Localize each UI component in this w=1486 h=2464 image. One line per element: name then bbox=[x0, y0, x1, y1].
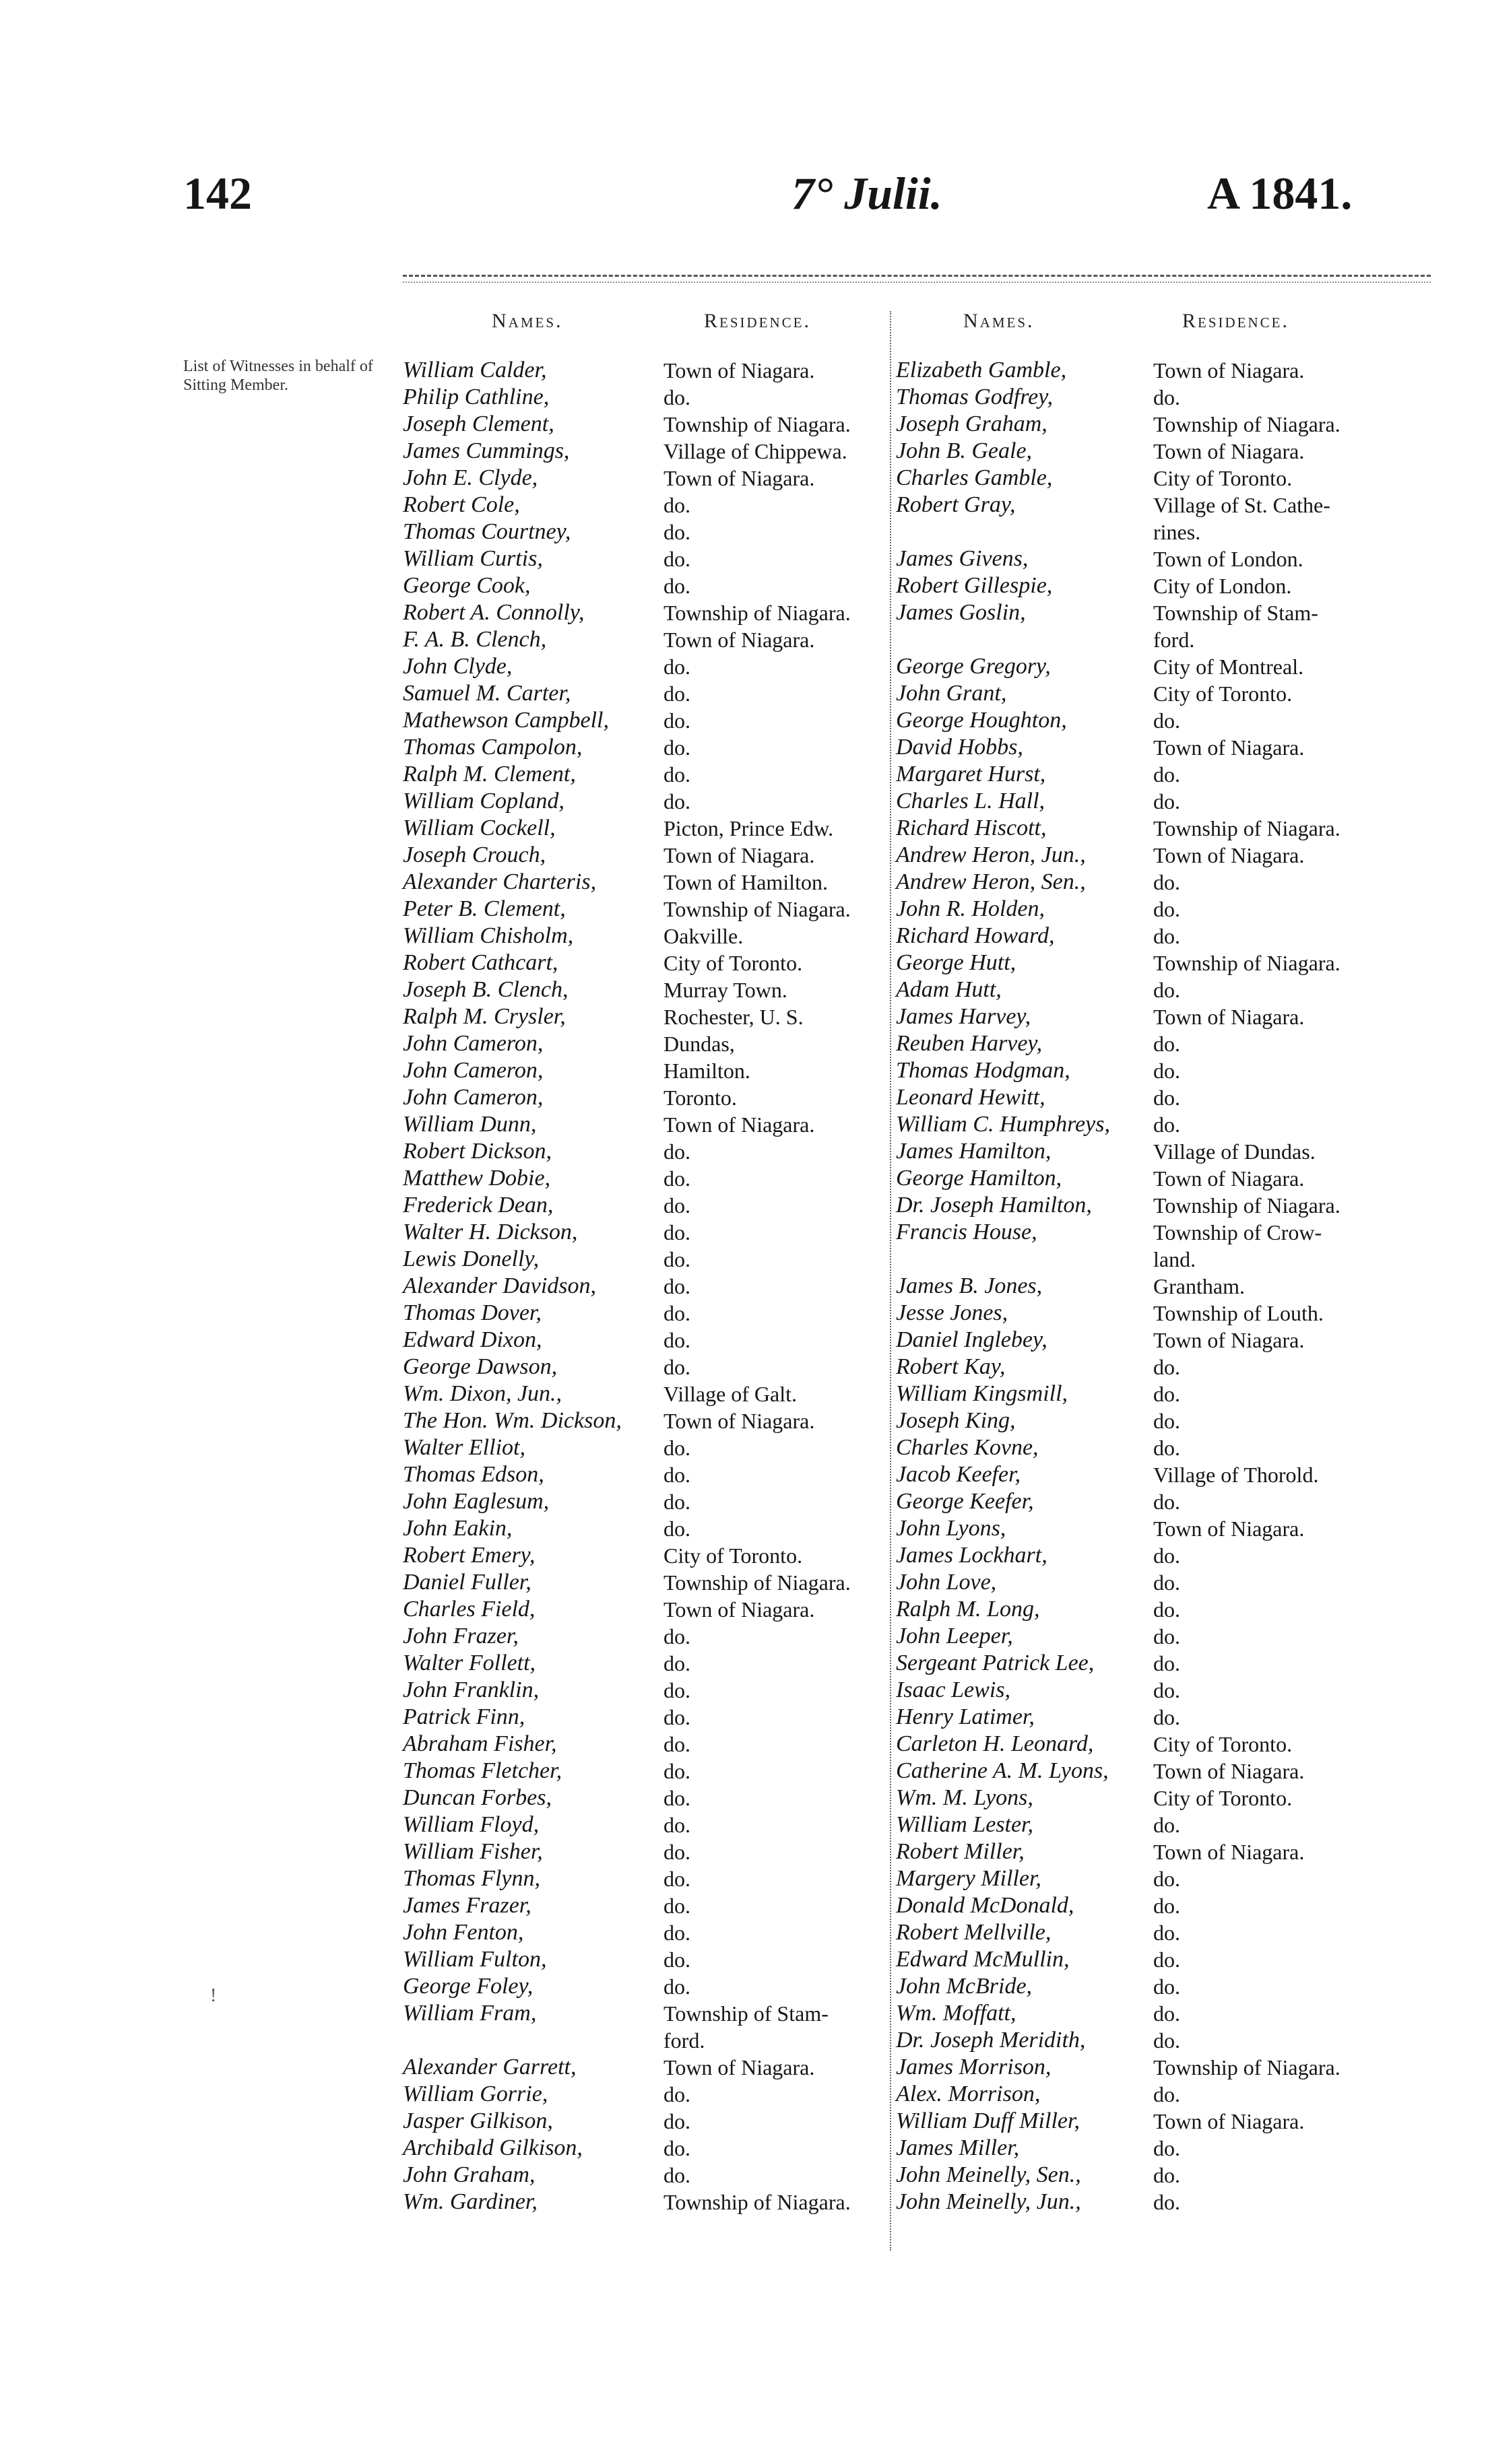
witness-name: David Hobbs, bbox=[896, 735, 1023, 760]
witness-residence: Township of Crow- bbox=[1153, 1220, 1322, 1244]
witness-name: Joseph B. Clench, bbox=[403, 977, 569, 1002]
witness-residence: do. bbox=[664, 735, 690, 760]
witness-residence: do. bbox=[664, 1517, 690, 1541]
witness-residence: do. bbox=[664, 1840, 690, 1864]
witness-name: The Hon. Wm. Dickson, bbox=[403, 1408, 622, 1433]
witness-residence: do. bbox=[1153, 789, 1180, 813]
witness-name: Samuel M. Carter, bbox=[403, 681, 571, 706]
page-number: 142 bbox=[183, 168, 252, 219]
witness-name: Robert Gillespie, bbox=[896, 573, 1053, 598]
witness-name: Charles Kovne, bbox=[896, 1435, 1039, 1460]
witness-residence: Township of Niagara. bbox=[1153, 412, 1340, 436]
witness-name: Thomas Hodgman, bbox=[896, 1058, 1070, 1083]
witness-residence: do. bbox=[664, 547, 690, 571]
witness-name: Robert A. Connolly, bbox=[403, 600, 585, 625]
witness-name: Peter B. Clement, bbox=[403, 896, 566, 921]
witness-residence: Town of Niagara. bbox=[1153, 2109, 1305, 2133]
witness-name: William Lester, bbox=[896, 1812, 1034, 1837]
witness-residence: do. bbox=[1153, 978, 1180, 1002]
witness-residence: do. bbox=[664, 1759, 690, 1783]
witness-residence: do. bbox=[1153, 708, 1180, 733]
witness-residence: Town of Niagara. bbox=[664, 1409, 815, 1433]
witness-residence: Town of Hamilton. bbox=[664, 870, 828, 894]
witness-name: Margaret Hurst, bbox=[896, 762, 1046, 787]
witness-name: Robert Cathcart, bbox=[403, 950, 558, 975]
witness-residence: do. bbox=[664, 2136, 690, 2160]
witness-residence: do. bbox=[1153, 1813, 1180, 1837]
witness-name: Henry Latimer, bbox=[896, 1704, 1035, 1729]
witness-residence: do. bbox=[664, 1894, 690, 1918]
witness-name: Richard Hiscott, bbox=[896, 815, 1047, 840]
witness-name: Charles L. Hall, bbox=[896, 789, 1045, 813]
witness-name: Robert Gray, bbox=[896, 492, 1016, 517]
witness-residence: do. bbox=[664, 2109, 690, 2133]
witness-name: James Hamilton, bbox=[896, 1139, 1052, 1164]
witness-name: John Clyde, bbox=[403, 654, 513, 679]
witness-residence: do. bbox=[1153, 1947, 1180, 1972]
witness-name: James Lockhart, bbox=[896, 1543, 1047, 1568]
witness-name: George Gregory, bbox=[896, 654, 1051, 679]
witness-residence: do. bbox=[664, 1867, 690, 1891]
witness-residence: do. bbox=[1153, 2082, 1180, 2106]
witness-residence: Rochester, U. S. bbox=[664, 1005, 804, 1029]
witness-residence: do. bbox=[1153, 1894, 1180, 1918]
witness-name: Robert Emery, bbox=[403, 1543, 536, 1568]
witness-name: John Eaglesum, bbox=[403, 1489, 550, 1514]
witness-name: Archibald Gilkison, bbox=[403, 2135, 583, 2160]
witness-residence: do. bbox=[664, 385, 690, 409]
witness-name: Richard Howard, bbox=[896, 923, 1055, 948]
witness-name: Andrew Heron, Sen., bbox=[896, 869, 1086, 894]
witness-residence: do. bbox=[1153, 1436, 1180, 1460]
witness-residence: do. bbox=[664, 1786, 690, 1810]
witness-name: William Cockell, bbox=[403, 815, 556, 840]
witness-name: Joseph Graham, bbox=[896, 411, 1047, 436]
witness-residence: Murray Town. bbox=[664, 978, 787, 1002]
witness-residence: do. bbox=[1153, 2163, 1180, 2187]
witness-name: Wm. Moffatt, bbox=[896, 2001, 1016, 2026]
witness-name: Edward Dixon, bbox=[403, 1327, 542, 1352]
witness-residence: do. bbox=[664, 520, 690, 544]
witness-name: Sergeant Patrick Lee, bbox=[896, 1651, 1095, 1675]
witness-name: James Frazer, bbox=[403, 1893, 531, 1918]
witness-name: Mathewson Campbell, bbox=[403, 708, 609, 733]
witness-name: Robert Mellville, bbox=[896, 1920, 1052, 1945]
witness-name: Robert Dickson, bbox=[403, 1139, 552, 1164]
header-rule bbox=[403, 275, 1431, 277]
witness-name: Donald McDonald, bbox=[896, 1893, 1074, 1918]
witness-name: Wm. Dixon, Jun., bbox=[403, 1381, 562, 1406]
witness-name: Wm. Gardiner, bbox=[403, 2189, 538, 2214]
witness-name: F. A. B. Clench, bbox=[403, 627, 547, 652]
witness-name: George Hutt, bbox=[896, 950, 1016, 975]
witness-residence: City of London. bbox=[1153, 574, 1292, 598]
witness-residence: Town of Niagara. bbox=[1153, 1328, 1305, 1352]
witness-name: John Frazer, bbox=[403, 1624, 519, 1649]
witness-residence: Town of Niagara. bbox=[664, 1112, 815, 1137]
witness-name: Alexander Charteris, bbox=[403, 869, 597, 894]
witness-residence: Town of Niagara. bbox=[1153, 1759, 1305, 1783]
witness-residence: Town of Niagara. bbox=[1153, 1517, 1305, 1541]
witness-name: Joseph Clement, bbox=[403, 411, 554, 436]
witness-name: Matthew Dobie, bbox=[403, 1166, 551, 1191]
column-head-names-right: Names. bbox=[963, 310, 1035, 332]
witness-name: Thomas Campolon, bbox=[403, 735, 583, 760]
witness-residence: do. bbox=[1153, 1059, 1180, 1083]
witness-residence: Picton, Prince Edw. bbox=[664, 816, 834, 840]
witness-residence: Dundas, bbox=[664, 1032, 735, 1056]
witness-residence: do. bbox=[1153, 1409, 1180, 1433]
witness-name: James Harvey, bbox=[896, 1004, 1031, 1029]
witness-residence: do. bbox=[664, 493, 690, 517]
witness-residence: Town of Niagara. bbox=[664, 1597, 815, 1622]
witness-residence: Township of Niagara. bbox=[1153, 951, 1340, 975]
witness-name: Adam Hutt, bbox=[896, 977, 1002, 1002]
witness-name: Robert Cole, bbox=[403, 492, 520, 517]
witness-residence: do. bbox=[664, 1624, 690, 1649]
witness-residence: City of Toronto. bbox=[664, 1543, 803, 1568]
witness-name: Thomas Dover, bbox=[403, 1300, 542, 1325]
witness-residence: do. bbox=[1153, 1490, 1180, 1514]
witness-residence: do. bbox=[1153, 2190, 1180, 2214]
witness-residence: Township of Niagara. bbox=[1153, 2055, 1340, 2079]
witness-residence: do. bbox=[664, 574, 690, 598]
witness-residence: City of Montreal. bbox=[1153, 655, 1304, 679]
witness-residence: do. bbox=[664, 1463, 690, 1487]
witness-residence: do. bbox=[664, 1436, 690, 1460]
witness-name: Frederick Dean, bbox=[403, 1193, 554, 1218]
witness-name: Thomas Edson, bbox=[403, 1462, 544, 1487]
witness-name: John Cameron, bbox=[403, 1031, 544, 1056]
witness-name: Charles Field, bbox=[403, 1597, 536, 1622]
witness-residence: do. bbox=[664, 1166, 690, 1191]
witness-name: Robert Kay, bbox=[896, 1354, 1006, 1379]
witness-residence: do. bbox=[1153, 1867, 1180, 1891]
witness-name: Duncan Forbes, bbox=[403, 1785, 552, 1810]
witness-name: John Lyons, bbox=[896, 1516, 1006, 1541]
witness-residence: Toronto. bbox=[664, 1086, 737, 1110]
witness-residence: ford. bbox=[664, 2028, 705, 2053]
witness-residence: Village of St. Cathe- bbox=[1153, 493, 1330, 517]
witness-name: James Givens, bbox=[896, 546, 1029, 571]
witness-residence: do. bbox=[1153, 1597, 1180, 1622]
witness-name: John Cameron, bbox=[403, 1058, 544, 1083]
witness-residence: do. bbox=[664, 2082, 690, 2106]
witness-residence: do. bbox=[1153, 870, 1180, 894]
witness-name: Daniel Inglebey, bbox=[896, 1327, 1047, 1352]
witness-residence: Village of Galt. bbox=[664, 1382, 798, 1406]
witness-name bbox=[896, 1246, 1165, 1273]
witness-name: William C. Humphreys, bbox=[896, 1112, 1110, 1137]
witness-name: George Dawson, bbox=[403, 1354, 558, 1379]
witness-name: Margery Miller, bbox=[896, 1866, 1041, 1891]
witness-residence: do. bbox=[664, 1705, 690, 1729]
witness-residence: land. bbox=[1153, 1247, 1196, 1271]
witness-name: William Calder, bbox=[403, 358, 547, 382]
witness-residence: do. bbox=[664, 708, 690, 733]
witness-name: George Cook, bbox=[403, 573, 531, 598]
witness-residence: Town of Niagara. bbox=[1153, 1166, 1305, 1191]
witness-name: James B. Jones, bbox=[896, 1273, 1043, 1298]
witness-residence: Town of Niagara. bbox=[1153, 1840, 1305, 1864]
witness-name: James Miller, bbox=[896, 2135, 1020, 2160]
witness-name: Ralph M. Long, bbox=[896, 1597, 1040, 1622]
witness-residence: do. bbox=[664, 1355, 690, 1379]
witness-name: Jasper Gilkison, bbox=[403, 2108, 553, 2133]
witness-residence: do. bbox=[1153, 1624, 1180, 1649]
witness-residence: do. bbox=[1153, 897, 1180, 921]
witness-residence: do. bbox=[1153, 1543, 1180, 1568]
witness-name: William Dunn, bbox=[403, 1112, 537, 1137]
witness-name: Patrick Finn, bbox=[403, 1704, 525, 1729]
witness-name: Dr. Joseph Hamilton, bbox=[896, 1193, 1092, 1218]
witness-name: John Meinelly, Jun., bbox=[896, 2189, 1081, 2214]
witness-name: William Gorrie, bbox=[403, 2082, 548, 2106]
witness-residence: do. bbox=[1153, 2028, 1180, 2053]
witness-name: John Fenton, bbox=[403, 1920, 524, 1945]
witness-name: John B. Geale, bbox=[896, 438, 1033, 463]
witness-residence: Oakville. bbox=[664, 924, 744, 948]
witness-name: Catherine A. M. Lyons, bbox=[896, 1758, 1109, 1783]
witness-name bbox=[403, 2027, 672, 2054]
witness-residence: do. bbox=[664, 1490, 690, 1514]
witness-residence: Town of Niagara. bbox=[664, 466, 815, 490]
witness-residence: do. bbox=[1153, 385, 1180, 409]
margin-mark: ! bbox=[210, 1985, 217, 2006]
witness-residence: Town of Niagara. bbox=[664, 2055, 815, 2079]
witness-name bbox=[896, 519, 1165, 545]
right-names-column bbox=[896, 357, 1165, 2216]
witness-name: Andrew Heron, Jun., bbox=[896, 842, 1086, 867]
witness-residence: do. bbox=[664, 1651, 690, 1675]
witness-residence: do. bbox=[664, 1678, 690, 1702]
witness-name: Carleton H. Leonard, bbox=[896, 1731, 1094, 1756]
witness-residence: do. bbox=[1153, 1921, 1180, 1945]
witness-residence: ford. bbox=[1153, 628, 1195, 652]
witness-name: Alex. Morrison, bbox=[896, 2082, 1041, 2106]
witness-residence: do. bbox=[664, 1813, 690, 1837]
witness-residence: do. bbox=[664, 762, 690, 787]
witness-residence: do. bbox=[664, 1301, 690, 1325]
witness-name: William Curtis, bbox=[403, 546, 543, 571]
witness-name: Walter Elliot, bbox=[403, 1435, 525, 1460]
witness-name: Philip Cathline, bbox=[403, 385, 550, 409]
header-year: A 1841. bbox=[1207, 168, 1353, 219]
witness-residence: do. bbox=[1153, 1974, 1180, 1999]
witness-name: Jacob Keefer, bbox=[896, 1462, 1021, 1487]
witness-residence: Village of Dundas. bbox=[1153, 1139, 1316, 1164]
witness-name: John E. Clyde, bbox=[403, 465, 538, 490]
witness-residence: Township of Niagara. bbox=[664, 412, 851, 436]
witness-residence: do. bbox=[1153, 1355, 1180, 1379]
witness-residence: do. bbox=[1153, 2136, 1180, 2160]
witness-name: Isaac Lewis, bbox=[896, 1677, 1010, 1702]
witness-residence: do. bbox=[664, 1974, 690, 1999]
witness-name: James Morrison, bbox=[896, 2055, 1052, 2079]
witness-residence: Hamilton. bbox=[664, 1059, 750, 1083]
witness-residence: Township of Stam- bbox=[1153, 601, 1318, 625]
witness-name: Alexander Garrett, bbox=[403, 2055, 577, 2079]
witness-name: William Copland, bbox=[403, 789, 564, 813]
witness-name: Dr. Joseph Meridith, bbox=[896, 2028, 1086, 2053]
witness-residence: do. bbox=[1153, 924, 1180, 948]
witness-name: William Kingsmill, bbox=[896, 1381, 1068, 1406]
witness-name: Joseph King, bbox=[896, 1408, 1016, 1433]
witness-name: James Goslin, bbox=[896, 600, 1026, 625]
witness-name: Charles Gamble, bbox=[896, 465, 1053, 490]
witness-residence: Town of Niagara. bbox=[664, 843, 815, 867]
witness-name: Thomas Flynn, bbox=[403, 1866, 540, 1891]
header-date: 7° Julii. bbox=[792, 168, 942, 219]
witness-name: Edward McMullin, bbox=[896, 1947, 1070, 1972]
witness-residence: Township of Niagara. bbox=[664, 601, 851, 625]
witness-residence: do. bbox=[1153, 1570, 1180, 1595]
witness-name: Thomas Godfrey, bbox=[896, 385, 1053, 409]
witness-name: James Cummings, bbox=[403, 438, 570, 463]
witness-residence: Village of Chippewa. bbox=[664, 439, 847, 463]
header-rule-dotted bbox=[403, 281, 1431, 283]
witness-name: Robert Miller, bbox=[896, 1839, 1025, 1864]
witness-residence: do. bbox=[1153, 1651, 1180, 1675]
witness-name: William Chisholm, bbox=[403, 923, 574, 948]
witness-name: Jesse Jones, bbox=[896, 1300, 1008, 1325]
witness-residence: Township of Niagara. bbox=[664, 1570, 851, 1595]
witness-residence: do. bbox=[664, 1274, 690, 1298]
witness-residence: Township of Niagara. bbox=[664, 2190, 851, 2214]
witness-name: George Hamilton, bbox=[896, 1166, 1062, 1191]
witness-name: John Cameron, bbox=[403, 1085, 544, 1110]
witness-name: Walter Follett, bbox=[403, 1651, 536, 1675]
witness-residence: Village of Thorold. bbox=[1153, 1463, 1319, 1487]
witness-residence: do. bbox=[664, 2163, 690, 2187]
witness-residence: do. bbox=[1153, 1032, 1180, 1056]
witness-residence: Town of Niagara. bbox=[1153, 439, 1305, 463]
witness-name: John McBride, bbox=[896, 1974, 1033, 1999]
witness-residence: do. bbox=[1153, 762, 1180, 787]
witness-residence: do. bbox=[1153, 2001, 1180, 2026]
witness-name: William Floyd, bbox=[403, 1812, 540, 1837]
witness-residence: Township of Niagara. bbox=[664, 897, 851, 921]
witness-residence: Town of London. bbox=[1153, 547, 1303, 571]
witness-residence: do. bbox=[664, 1921, 690, 1945]
witness-name: Thomas Fletcher, bbox=[403, 1758, 562, 1783]
witness-name: John Leeper, bbox=[896, 1624, 1013, 1649]
left-names-column bbox=[403, 357, 672, 2216]
witness-residence: do. bbox=[664, 655, 690, 679]
witness-residence: do. bbox=[1153, 1705, 1180, 1729]
witness-name: John R. Holden, bbox=[896, 896, 1045, 921]
witness-name: Leonard Hewitt, bbox=[896, 1085, 1045, 1110]
witness-residence: Town of Niagara. bbox=[664, 358, 815, 382]
witness-residence: do. bbox=[1153, 1678, 1180, 1702]
witness-name: George Keefer, bbox=[896, 1489, 1034, 1514]
witness-name: Ralph M. Clement, bbox=[403, 762, 576, 787]
witness-name: John Graham, bbox=[403, 2162, 536, 2187]
witness-name: Ralph M. Crysler, bbox=[403, 1004, 566, 1029]
witness-residence: do. bbox=[664, 1328, 690, 1352]
witness-residence: Township of Louth. bbox=[1153, 1301, 1324, 1325]
witness-name: Abraham Fisher, bbox=[403, 1731, 557, 1756]
witness-residence: City of Toronto. bbox=[1153, 681, 1293, 706]
witness-name bbox=[896, 626, 1165, 653]
witness-residence: Town of Niagara. bbox=[664, 628, 815, 652]
witness-residence: Township of Niagara. bbox=[1153, 1193, 1340, 1218]
witness-residence: Township of Niagara. bbox=[1153, 816, 1340, 840]
witness-residence: do. bbox=[664, 789, 690, 813]
witness-name: Thomas Courtney, bbox=[403, 519, 571, 544]
witness-residence: do. bbox=[1153, 1086, 1180, 1110]
witness-name: John Meinelly, Sen., bbox=[896, 2162, 1081, 2187]
witness-residence: Town of Niagara. bbox=[1153, 843, 1305, 867]
witness-name: George Foley, bbox=[403, 1974, 534, 1999]
witness-residence: Town of Niagara. bbox=[1153, 735, 1305, 760]
witness-residence: City of Toronto. bbox=[664, 951, 803, 975]
column-head-residence-left: Residence. bbox=[704, 310, 812, 332]
column-head-residence-right: Residence. bbox=[1182, 310, 1290, 332]
witness-name: John Eakin, bbox=[403, 1516, 513, 1541]
witness-name: John Grant, bbox=[896, 681, 1007, 706]
witness-name: William Fisher, bbox=[403, 1839, 543, 1864]
witness-name: Joseph Crouch, bbox=[403, 842, 546, 867]
witness-name: Reuben Harvey, bbox=[896, 1031, 1043, 1056]
witness-name: William Duff Miller, bbox=[896, 2108, 1080, 2133]
witness-name: George Houghton, bbox=[896, 708, 1067, 733]
column-head-names-left: Names. bbox=[492, 310, 563, 332]
witness-name: John Love, bbox=[896, 1570, 997, 1595]
witness-residence: Grantham. bbox=[1153, 1274, 1245, 1298]
witness-name: Francis House, bbox=[896, 1220, 1037, 1244]
witness-residence: Town of Niagara. bbox=[1153, 1005, 1305, 1029]
witness-residence: do. bbox=[664, 1220, 690, 1244]
witness-residence: do. bbox=[664, 1947, 690, 1972]
witness-name: Walter H. Dickson, bbox=[403, 1220, 578, 1244]
witness-residence: rines. bbox=[1153, 520, 1201, 544]
witness-residence: do. bbox=[1153, 1382, 1180, 1406]
witness-residence: City of Toronto. bbox=[1153, 1786, 1293, 1810]
witness-residence: Township of Stam- bbox=[664, 2001, 829, 2026]
witness-name: Lewis Donelly, bbox=[403, 1246, 540, 1271]
witness-residence: City of Toronto. bbox=[1153, 1732, 1293, 1756]
left-residence-column bbox=[664, 357, 893, 2216]
witness-residence: do. bbox=[664, 681, 690, 706]
witness-residence: do. bbox=[1153, 1112, 1180, 1137]
witness-name: William Fram, bbox=[403, 2001, 537, 2026]
page-header bbox=[0, 167, 1486, 228]
witness-name: William Fulton, bbox=[403, 1947, 547, 1972]
witness-name: Daniel Fuller, bbox=[403, 1570, 531, 1595]
witness-name: Elizabeth Gamble, bbox=[896, 358, 1067, 382]
witness-residence: City of Toronto. bbox=[1153, 466, 1293, 490]
witness-name: John Franklin, bbox=[403, 1677, 540, 1702]
right-residence-column bbox=[1153, 357, 1429, 2216]
margin-note: List of Witnesses in behalf of Sitting Member. bbox=[183, 358, 373, 394]
witness-residence: Town of Niagara. bbox=[1153, 358, 1305, 382]
witness-residence: do. bbox=[664, 1139, 690, 1164]
witness-name: Wm. M. Lyons, bbox=[896, 1785, 1033, 1810]
witness-residence: do. bbox=[664, 1247, 690, 1271]
witness-residence: do. bbox=[664, 1193, 690, 1218]
witness-name: Alexander Davidson, bbox=[403, 1273, 597, 1298]
witness-residence: do. bbox=[664, 1732, 690, 1756]
